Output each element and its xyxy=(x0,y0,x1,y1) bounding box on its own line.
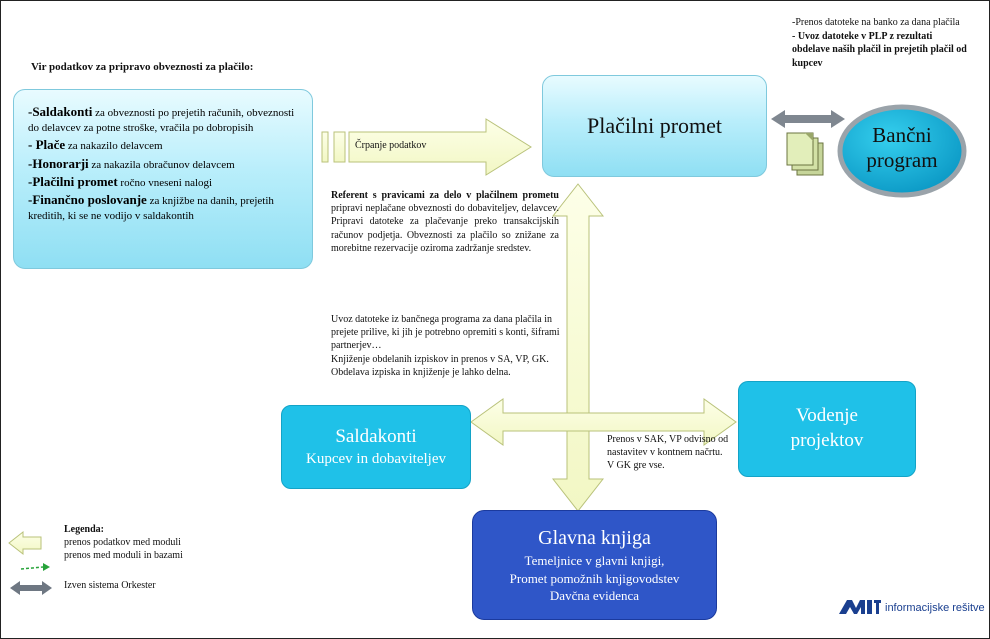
legend-title: Legenda: xyxy=(64,524,104,535)
bancni-program-label xyxy=(840,123,964,173)
legend-item: Izven sistema Orkester xyxy=(64,580,156,591)
uvoz-text xyxy=(331,313,563,379)
legend-item: prenos med moduli in bazami xyxy=(64,550,183,561)
glavna-title: Glavna knjiga xyxy=(538,527,651,550)
grey-double-arrow xyxy=(771,110,845,128)
source-item: -Finančno poslovanje za knjižbe na danih, prejetih kreditih, ki se ne vodijo v saldakontih xyxy=(28,191,274,223)
glavna-line: Promet pomožnih knjigovodstev xyxy=(509,570,680,586)
vodenje-line: Vodenje xyxy=(796,405,858,427)
saldakonti-subtitle: Kupcev in dobaviteljev xyxy=(306,450,446,467)
source-box xyxy=(13,89,313,269)
vodenje-line: projektov xyxy=(790,430,864,451)
bancni-line: Bančni xyxy=(872,123,932,147)
document-stack-icon xyxy=(787,133,823,175)
legend-symbols xyxy=(9,532,52,595)
source-item: -Saldakonti za obveznosti po prejetih računih, obveznosti do delavcev za potne stroške, vračila po dobropisih xyxy=(28,104,295,135)
bank-notes xyxy=(792,16,972,70)
source-heading: Vir podatkov za pripravo obveznosti za plačilo: xyxy=(31,61,254,73)
crpanje-label: Črpanje podatkov xyxy=(355,140,427,151)
placilni-promet-box xyxy=(542,75,767,177)
bancni-line: program xyxy=(866,148,938,173)
mit-logo-mark xyxy=(839,600,881,614)
glavna-line: Temeljnice v glavni knjigi, xyxy=(524,553,665,569)
legend-item: prenos podatkov med moduli xyxy=(64,537,181,548)
uvoz-line: Obdelava izpiska in knjiženje je lahko delna. xyxy=(331,366,511,378)
vodenje-projektov-box xyxy=(738,381,916,477)
bank-note: -Prenos datoteke na banko za dana plačila xyxy=(792,17,960,28)
prenos-note: Prenos v SAK, VP odvisno od nastavitev v kontnem načrtu. V GK gre vse. xyxy=(607,434,729,472)
saldakonti-title: Saldakonti xyxy=(335,425,417,447)
source-item: -Plačilni promet ročno vneseni nalogi xyxy=(28,173,213,189)
logo-text: informacijske rešitve xyxy=(885,602,985,614)
glavna-knjiga-box xyxy=(472,510,717,620)
crpanje-arrow xyxy=(322,119,531,175)
source-item: -Honorarji za nakazila obračunov delavcem xyxy=(28,155,235,171)
saldakonti-box xyxy=(281,405,471,489)
uvoz-line: Uvoz datoteke iz bančnega programa za dana plačila in prejete prilive, ki jih je potrebno opremiti s konti, šiframi partnerjev… xyxy=(331,314,560,352)
glavna-line: Davčna evidenca xyxy=(549,588,640,604)
placilni-promet-label: Plačilni promet xyxy=(586,113,723,138)
bank-note: - Uvoz datoteke v PLP z rezultati obdelave naših plačil in prejetih plačil od kupcev xyxy=(792,30,967,69)
uvoz-line: Knjiženje obdelanih izpiskov in prenos v SA, VP, GK. xyxy=(331,353,549,365)
referent-text: Referent s pravicami za delo v plačilnem prometu pripravi neplačane obveznosti do dobaviteljev, delavcev. Pripravi datoteke za plačevanje preko transakcijskih računov podjetja. Obveznosti za plačilo so znižane za morebitne rezervacije oziroma zadržanje sredstev. xyxy=(331,190,559,254)
source-item: - Plače za nakazilo delavcem xyxy=(28,137,163,153)
